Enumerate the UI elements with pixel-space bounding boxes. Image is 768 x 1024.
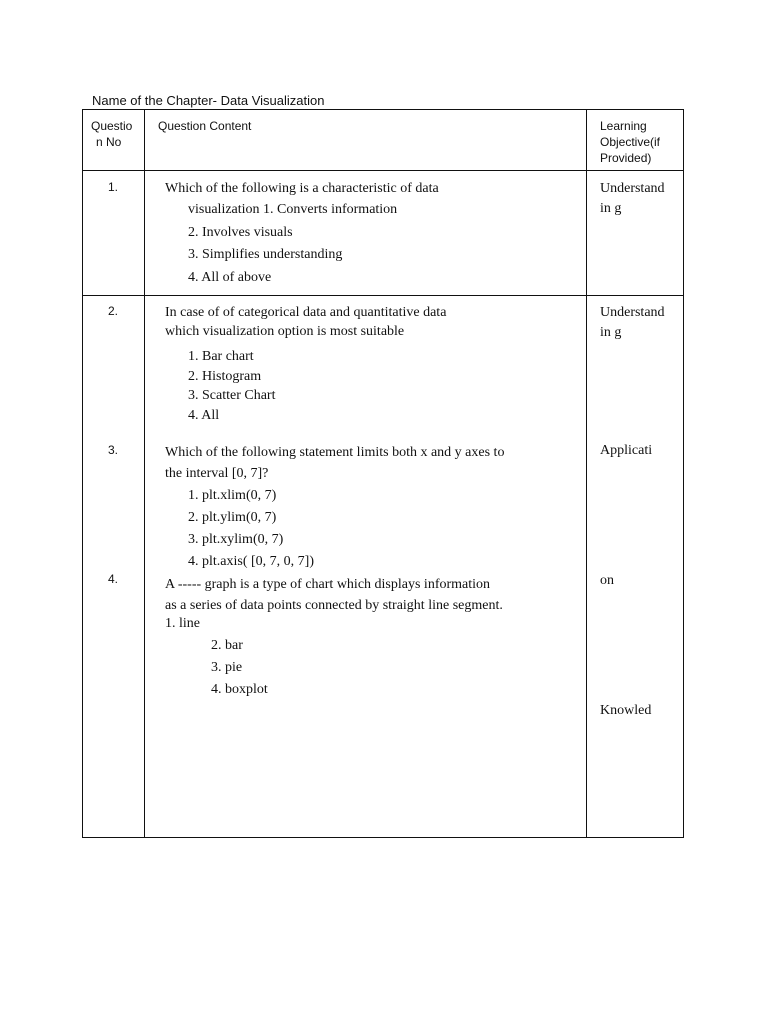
question-stem-line1: Which of the following is a characteristic of data [165,181,439,196]
header-objective-line3: Provided) [600,151,652,165]
answer-option: 3. pie [211,660,243,675]
row-divider-1 [83,295,683,296]
question-number: 1. [108,180,119,194]
question-stem-line2: as a series of data points connected by straight line segment. [165,598,503,613]
answer-option: 4. All of above [188,270,272,285]
objective-line2: on [600,573,614,588]
column-divider-2 [586,110,587,837]
chapter-title: Name of the Chapter- Data Visualization [92,93,325,108]
header-question-no-line2: n No [96,135,122,149]
question-stem-line1: A ----- graph is a type of chart which displays information [165,577,491,592]
answer-option: 2. Histogram [188,369,262,384]
question-number: 4. [108,572,119,586]
answer-option: 2. bar [211,638,243,653]
answer-option: 2. Involves visuals [188,225,293,240]
answer-option: 4. All [188,408,220,423]
header-question-no-line1: Questio [91,119,133,133]
question-number: 2. [108,304,119,318]
objective-line2: in g [600,201,622,216]
question-stem-line2: visualization 1. Converts information [188,202,398,217]
header-question-content: Question Content [158,119,252,133]
answer-option: 1. Bar chart [188,349,254,364]
objective-line2: in g [600,325,622,340]
question-stem-line2: the interval [0, 7]? [165,466,269,481]
objective-line1: Knowled [600,703,652,718]
objective-line1: Applicati [600,443,653,458]
question-stem-line1: Which of the following statement limits both x and y axes to [165,445,505,460]
header-divider [83,170,683,171]
column-divider-1 [144,110,145,837]
answer-option: 1. plt.xlim(0, 7) [188,488,277,503]
answer-option: 2. plt.ylim(0, 7) [188,510,277,525]
question-stem-line1: In case of of categorical data and quantitative data [165,305,447,320]
answer-option: 1. line [165,616,200,631]
header-objective-line2: Objective(if [600,135,661,149]
question-stem-line2: which visualization option is most suitable [165,324,405,339]
answer-option: 3. plt.xylim(0, 7) [188,532,284,547]
objective-line1: Understand [600,181,665,196]
question-table [82,109,684,838]
header-objective-line1: Learning [600,119,647,133]
answer-option: 3. Simplifies understanding [188,247,343,262]
answer-option: 3. Scatter Chart [188,388,276,403]
answer-option: 4. boxplot [211,682,268,697]
answer-option: 4. plt.axis( [0, 7, 0, 7]) [188,554,314,569]
question-number: 3. [108,443,119,457]
objective-line1: Understand [600,305,665,320]
